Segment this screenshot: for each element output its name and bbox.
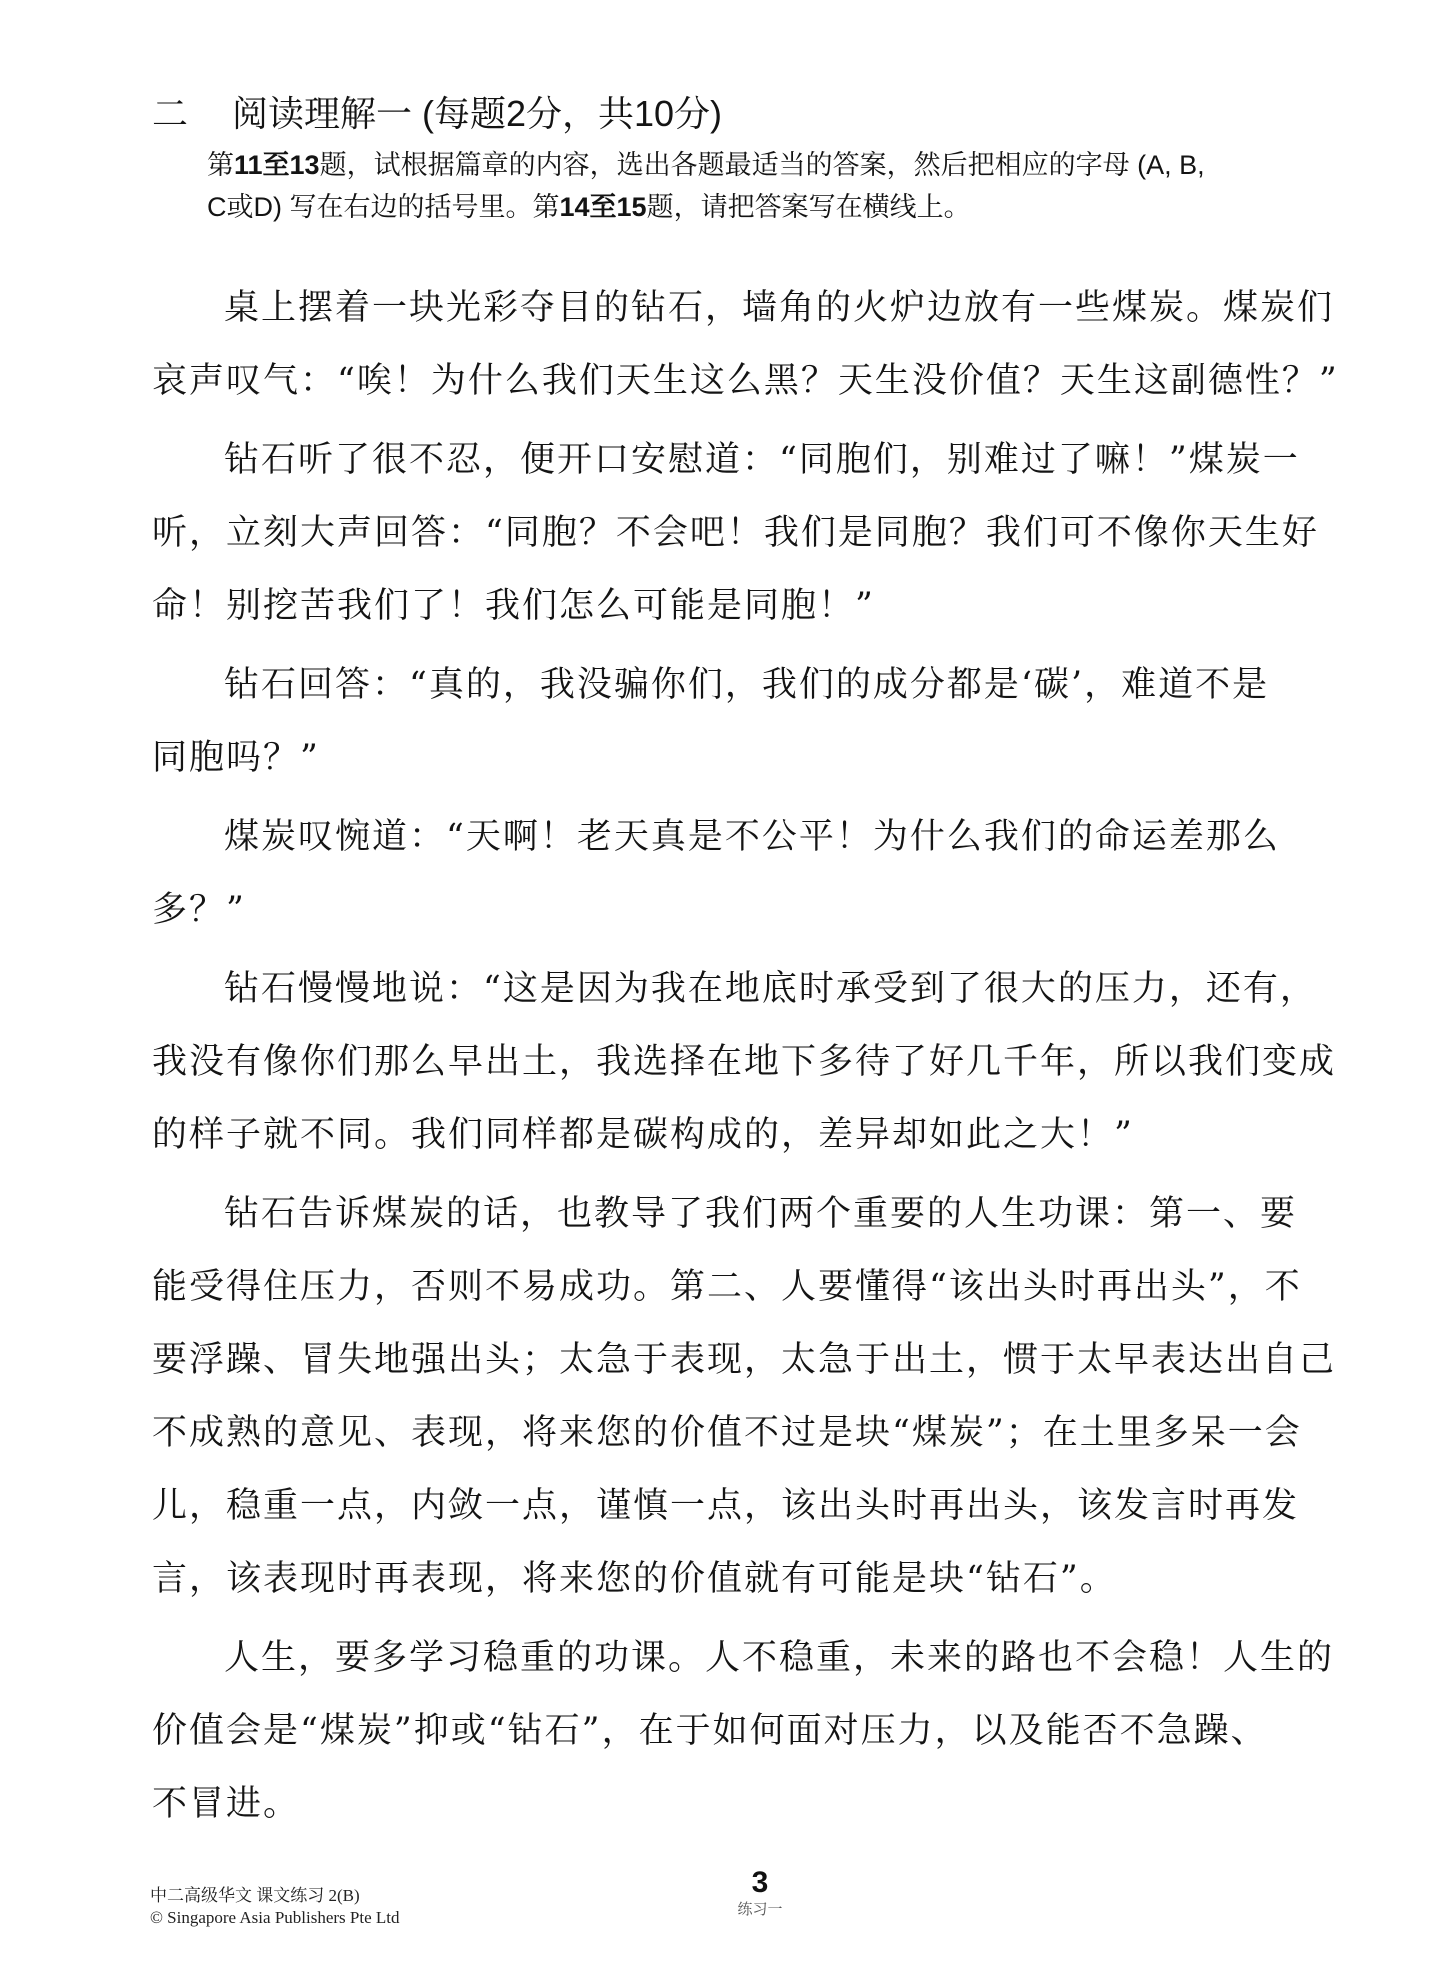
- instruction-text: 第: [207, 150, 234, 180]
- section-number: 二: [152, 93, 189, 134]
- copyright-notice: © Singapore Asia Publishers Pte Ltd: [150, 1908, 400, 1927]
- passage-line: 煤炭叹惋道：“天啊！老天真是不公平！为什么我们的命运差那么: [224, 817, 1280, 857]
- paragraph-2: [152, 424, 1377, 643]
- passage-line: 不冒进。: [152, 1784, 301, 1824]
- paragraph-6: [152, 1178, 1377, 1616]
- paragraph-7: [152, 1622, 1377, 1841]
- section-heading: [152, 92, 722, 136]
- passage-line: 同胞吗？”: [152, 738, 320, 778]
- section-title: 阅读理解一 (每题2分，共10分): [232, 93, 723, 134]
- book-title: 中二高级华文 课文练习 2(B): [150, 1886, 360, 1905]
- question-range: 11至13: [234, 150, 320, 180]
- passage-line: 儿，稳重一点，内敛一点，谨慎一点，该出头时再出头，该发言时再发: [152, 1486, 1300, 1526]
- passage-line: 钻石慢慢地说：“这是因为我在地底时承受到了很大的压力，还有，: [224, 969, 1317, 1009]
- passage-line: 能受得住压力，否则不易成功。第二、人要懂得“该出头时再出头”，不: [152, 1267, 1302, 1307]
- passage-line: 不成熟的意见、表现，将来您的价值不过是块“煤炭”；在土里多呆一会: [152, 1413, 1302, 1453]
- paragraph-3: [152, 649, 1377, 795]
- reading-passage: [152, 272, 1377, 1847]
- passage-line: 多？”: [152, 890, 246, 930]
- footer-page-info: [700, 1866, 820, 1920]
- page-number: 3: [751, 1866, 769, 1899]
- footer-publisher: [150, 1885, 400, 1929]
- paragraph-5: [152, 953, 1377, 1172]
- instruction-text: 题，请把答案写在横线上。: [646, 192, 971, 222]
- instruction-text: 题，试根据篇章的内容，选出各题最适当的答案，然后把相应的字母 (A, B,: [319, 150, 1205, 180]
- question-range: 14至15: [559, 192, 647, 222]
- passage-line: 命！别挖苦我们了！我们怎么可能是同胞！”: [152, 586, 875, 626]
- passage-line: 钻石回答：“真的，我没骗你们，我们的成分都是‘碳’，难道不是: [224, 665, 1270, 705]
- passage-line: 人生，要多学习稳重的功课。人不稳重，未来的路也不会稳！人生的: [224, 1638, 1335, 1678]
- passage-line: 的样子就不同。我们同样都是碳构成的，差异却如此之大！”: [152, 1115, 1134, 1155]
- passage-line: 言，该表现时再表现，将来您的价值就有可能是块“钻石”。: [152, 1559, 1117, 1599]
- instruction-line-1: [207, 144, 1377, 186]
- passage-line: 听，立刻大声回答：“同胞？不会吧！我们是同胞？我们可不像你天生好: [152, 513, 1319, 553]
- passage-line: 钻石听了很不忍，便开口安慰道：“同胞们，别难过了嘛！”煤炭一: [224, 440, 1300, 480]
- passage-line: 价值会是“煤炭”抑或“钻石”，在于如何面对压力，以及能否不急躁、: [152, 1711, 1268, 1751]
- passage-line: 要浮躁、冒失地强出头；太急于表现，太急于出土，惯于太早表达出自己: [152, 1340, 1337, 1380]
- passage-line: 哀声叹气：“唉！为什么我们天生这么黑？天生没价值？天生这副德性？”: [152, 361, 1339, 401]
- exercise-label: 练习一: [737, 1901, 783, 1918]
- instruction-line-2: [207, 186, 1377, 228]
- instructions: [207, 144, 1377, 228]
- instruction-text: C或D) 写在右边的括号里。第: [207, 192, 560, 222]
- passage-line: 我没有像你们那么早出土，我选择在地下多待了好几千年，所以我们变成: [152, 1042, 1337, 1082]
- paragraph-4: [152, 801, 1377, 947]
- paragraph-1: [152, 272, 1377, 418]
- passage-line: 钻石告诉煤炭的话，也教导了我们两个重要的人生功课：第一、要: [224, 1194, 1298, 1234]
- passage-line: 桌上摆着一块光彩夺目的钻石，墙角的火炉边放有一些煤炭。煤炭们: [224, 288, 1335, 328]
